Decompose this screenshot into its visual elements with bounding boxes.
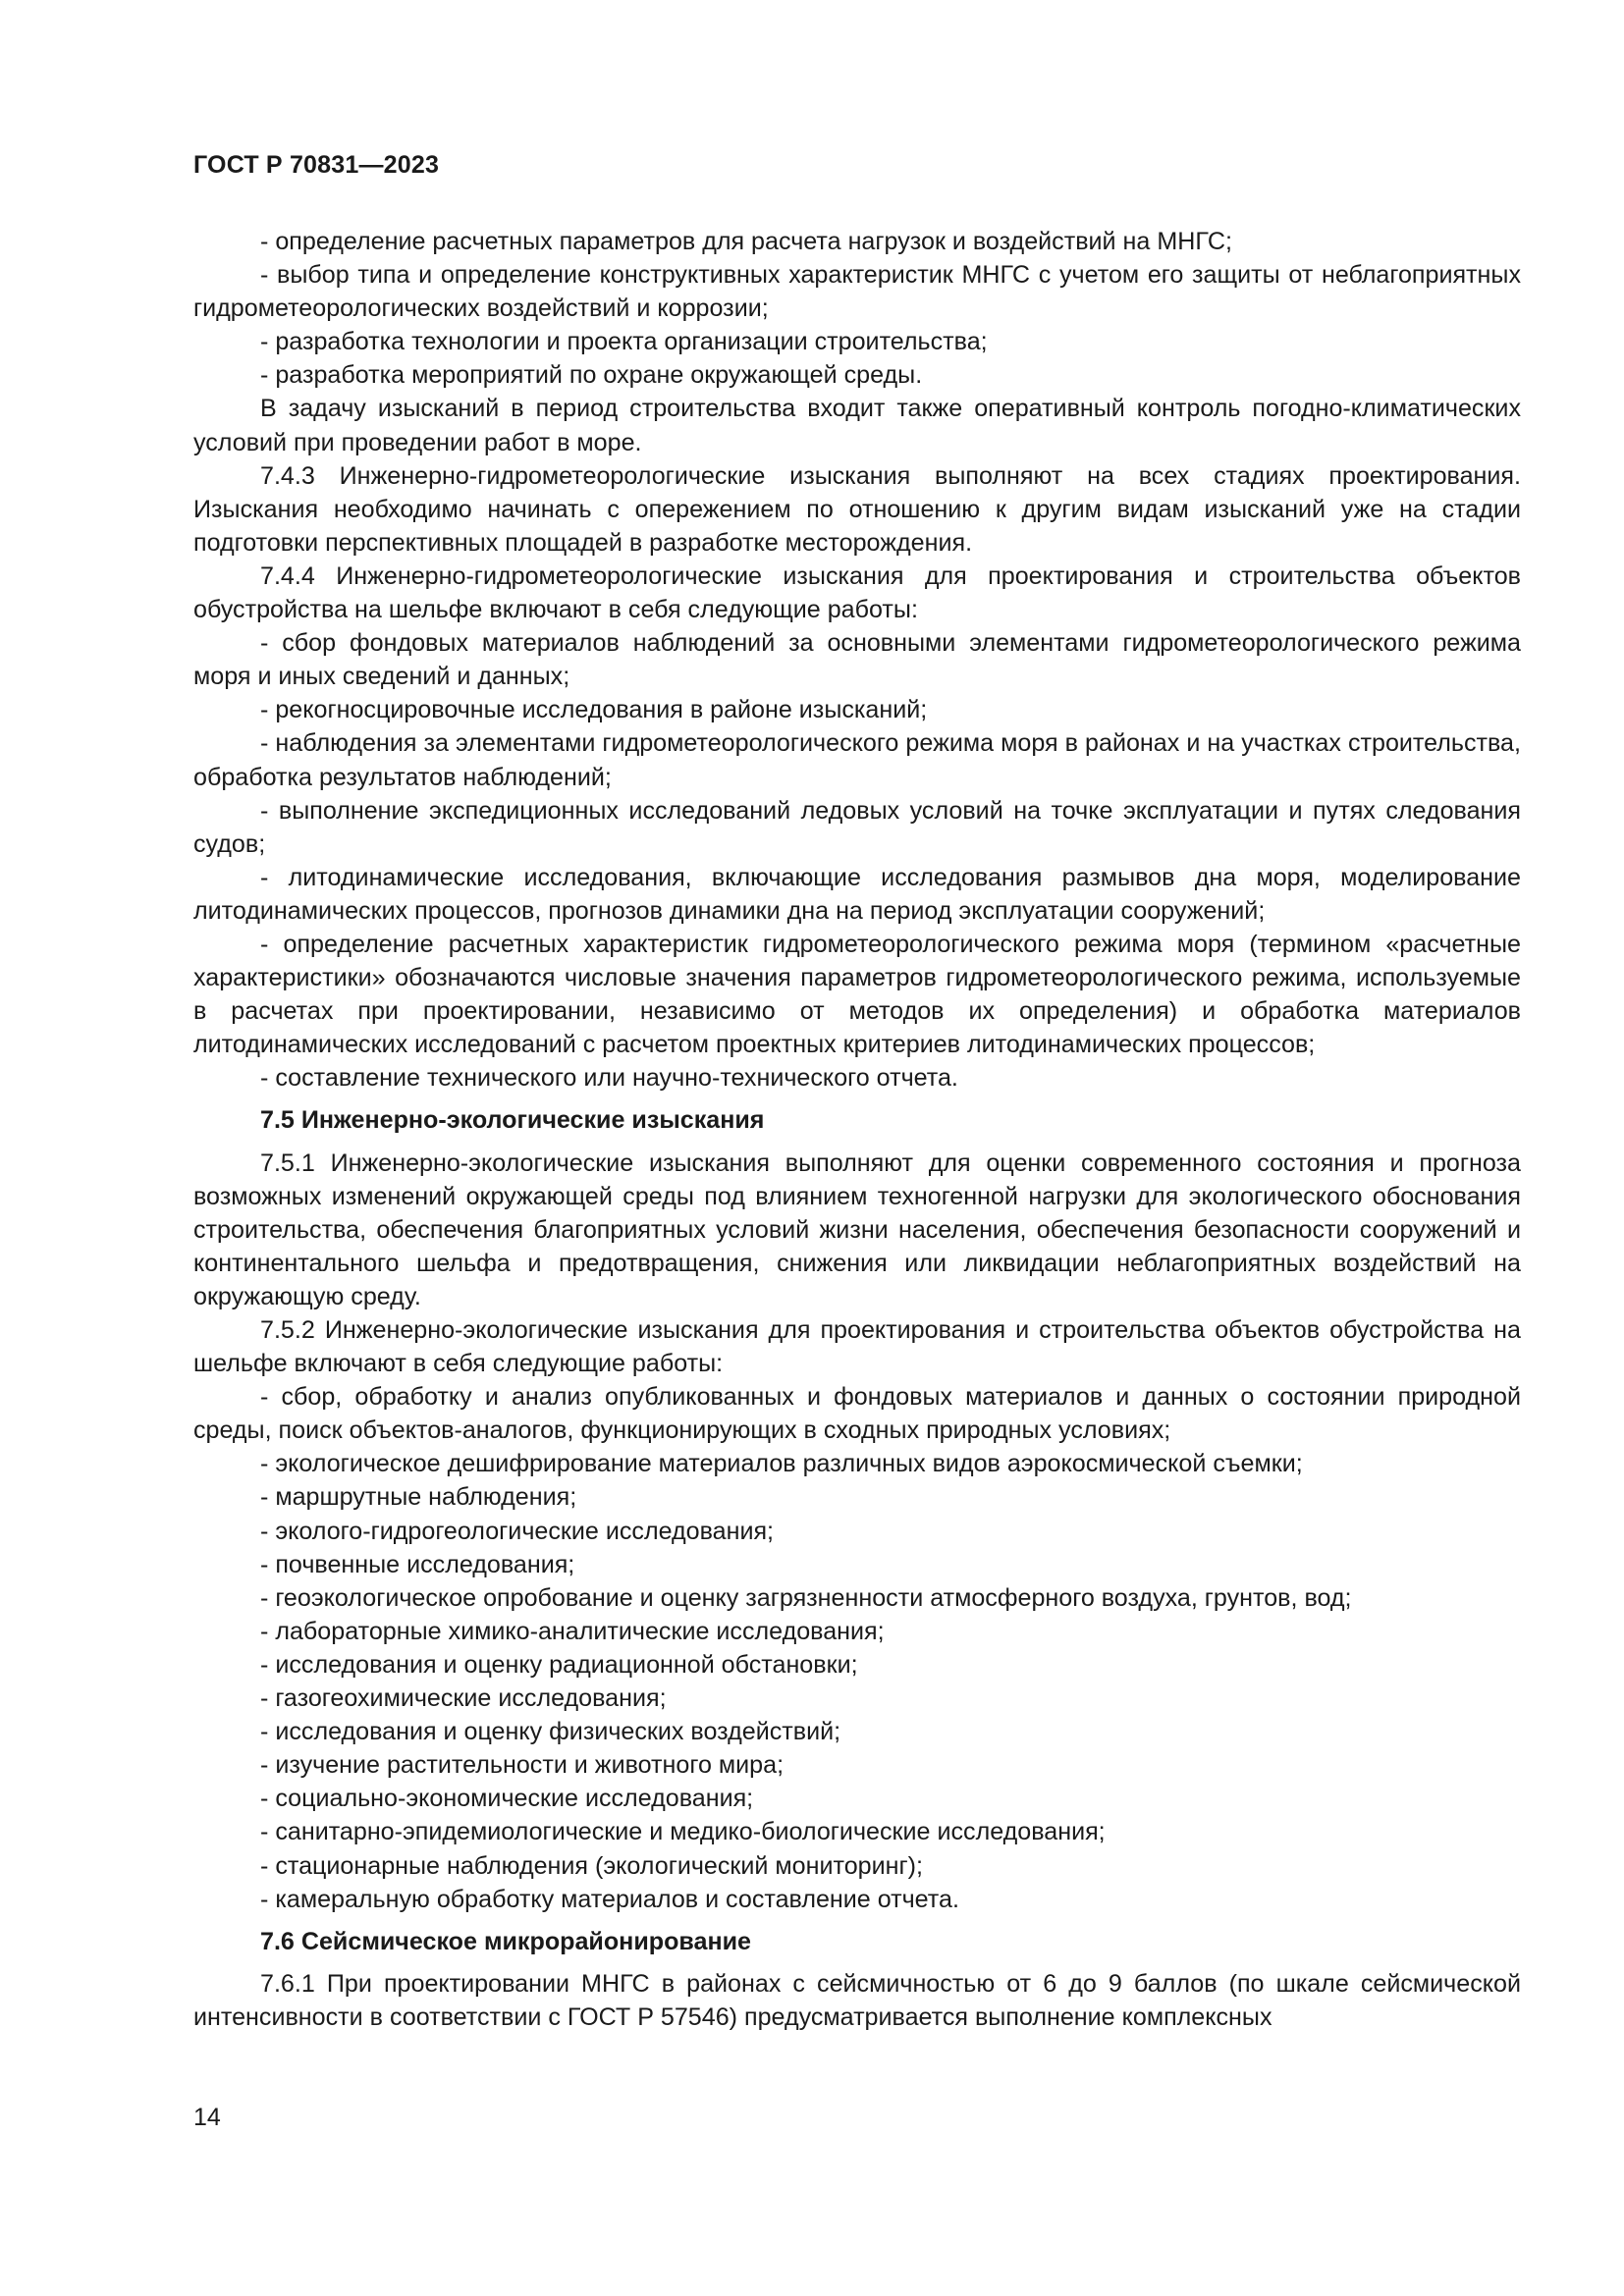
section-heading-7-5: 7.5 Инженерно-экологические изыскания: [260, 1106, 765, 1135]
page-number: 14: [193, 2104, 221, 2131]
list-item: - геоэкологическое опробование и оценку загрязненности атмосферного воздуха, грунтов, вод;: [260, 1583, 1352, 1612]
list-item: - разработка технологии и проекта организации строительства;: [260, 328, 988, 356]
list-item: - разработка мероприятий по охране окружающей среды.: [260, 361, 923, 390]
list-item: - экологическое дешифрирование материалов различных видов аэрокосмической съемки;: [260, 1450, 1303, 1478]
list-item: - составление технического или научно-технического отчета.: [260, 1064, 958, 1093]
list-item: - почвенные исследования;: [260, 1550, 575, 1578]
clause-7-5-2: 7.5.2 Инженерно-экологические изыскания для проектирования и строительства объектов обустройства на шельфе включают в себя следующие работы:: [193, 1316, 1521, 1378]
list-item: - рекогносцировочные исследования в районе изысканий;: [260, 696, 928, 724]
clause-7-6-1: 7.6.1 При проектировании МНГС в районах с сейсмичностью от 6 до 9 баллов (по шкале сейсмической интенсивности в соответствии с ГОСТ Р 57546) предусматривается выполнение комплексных: [193, 1969, 1521, 2031]
clause-7-5-1: 7.5.1 Инженерно-экологические изыскания выполняют для оценки современного состояния и прогноза возможных изменений окружающей среды под влиянием техногенной нагрузки для экологического обоснования строительства, обеспечения благоприятных условий жизни населения, обеспечения безопасности сооружений и континентального шельфа и предотвращения, снижения или ликвидации неблагоприятных воздействий на окружающую среду.: [193, 1148, 1521, 1310]
list-item: - исследования и оценку радиационной обстановки;: [260, 1650, 858, 1679]
list-item: - лабораторные химико-аналитические исследования;: [260, 1617, 885, 1645]
standard-number: ГОСТ Р 70831—2023: [193, 151, 440, 179]
list-item: - определение расчетных параметров для расчета нагрузок и воздействий на МНГС;: [260, 228, 1232, 255]
list-item: - наблюдения за элементами гидрометеорологического режима моря в районах и на участках строительства, обработка результатов наблюдений;: [193, 729, 1521, 791]
list-item: - выполнение экспедиционных исследований ледовых условий на точке эксплуатации и путях следования судов;: [193, 796, 1521, 858]
list-item: - стационарные наблюдения (экологический мониторинг);: [260, 1851, 923, 1880]
clause-7-4-3: 7.4.3 Инженерно-гидрометеорологические изыскания выполняют на всех стадиях проектирования. Изыскания необходимо начинать с опережением по отношению к другим видам изысканий уже на стадии подготовки перспективных площадей в разработке месторождения.: [193, 461, 1521, 557]
list-item: - камеральную обработку материалов и составление отчета.: [260, 1885, 959, 1913]
list-item: - сбор фондовых материалов наблюдений за основными элементами гидрометеорологического режима моря и иных сведений и данных;: [193, 629, 1521, 691]
list-item: - определение расчетных характеристик гидрометеорологического режима моря (термином «расчетные характеристики» обозначаются числовые значения параметров гидрометеорологического режима, используемые в расчетах при проектировании, независимо от методов их определения) и обработка материалов литодинамических исследований с расчетом проектных критериев литодинамических процессов;: [193, 930, 1521, 1059]
clause-7-4-4: 7.4.4 Инженерно-гидрометеорологические изыскания для проектирования и строительства объектов обустройства на шельфе включают в себя следующие работы:: [193, 561, 1521, 624]
list-item: - санитарно-эпидемиологические и медико-биологические исследования;: [260, 1818, 1106, 1846]
document-page: [193, 0, 1521, 2296]
list-item: - литодинамические исследования, включающие исследования размывов дна моря, моделирование литодинамических процессов, прогнозов динамики дна на период эксплуатации сооружений;: [193, 863, 1521, 925]
section-heading-7-6: 7.6 Сейсмическое микрорайонирование: [260, 1927, 752, 1955]
list-item: - маршрутные наблюдения;: [260, 1483, 577, 1512]
list-item: - социально-экономические исследования;: [260, 1785, 754, 1813]
list-item: - газогеохимические исследования;: [260, 1684, 667, 1713]
document-body: [193, 225, 1521, 2034]
paragraph: В задачу изысканий в период строительства входит также оперативный контроль погодно-климатических условий при проведении работ в море.: [193, 395, 1521, 456]
list-item: - исследования и оценку физических воздействий;: [260, 1718, 841, 1746]
list-item: - изучение растительности и животного мира;: [260, 1751, 785, 1780]
list-item: - сбор, обработку и анализ опубликованных и фондовых материалов и данных о состоянии природной среды, поиск объектов-аналогов, функционирующих в сходных природных условиях;: [193, 1383, 1521, 1445]
list-item: - эколого-гидрогеологические исследования;: [260, 1517, 775, 1545]
list-item: - выбор типа и определение конструктивных характеристик МНГС с учетом его защиты от неблагоприятных гидрометеорологических воздействий и коррозии;: [193, 261, 1521, 323]
